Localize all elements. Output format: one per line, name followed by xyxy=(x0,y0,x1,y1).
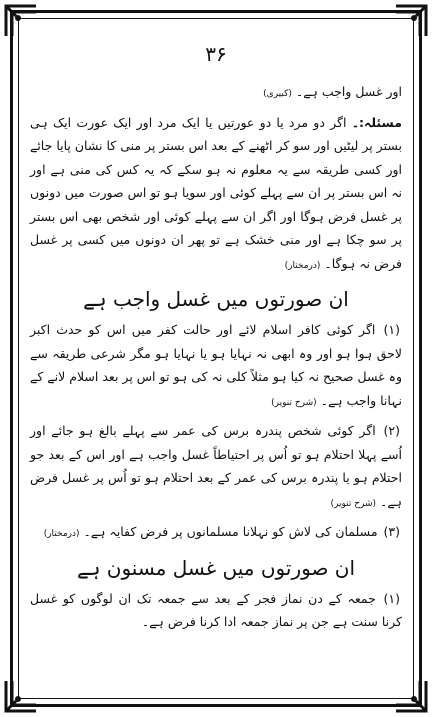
item-reference: (شرح تنویر) xyxy=(330,498,377,509)
section2-item-1 xyxy=(30,587,402,634)
item-number: (۲) xyxy=(383,423,400,438)
corner-ornament-top-left xyxy=(4,4,38,38)
corner-ornament-top-right xyxy=(394,4,428,38)
section1-item-2 xyxy=(30,419,402,516)
intro-paragraph xyxy=(30,80,402,107)
item-number: (۳) xyxy=(383,524,400,539)
item-text: اگر کوئی کافر اسلام لائے اور حالت کفر میں اس کو حدث اکبر لاحق ہوا ہو اور وہ ابھی نہ نہایا ہو یا نہایا ہو مگر شرعی طریقہ سے وہ غسل صحیح نہ کیا ہو مثلاً کلی نہ کی ہو تو اس پر بعد اسلام لانے کے نہانا واجب ہے۔ xyxy=(30,322,402,408)
item-reference: (درمختار) xyxy=(43,529,80,539)
corner-ornament-bottom-right xyxy=(394,679,428,713)
section2-heading: ان صورتوں میں غسل مسنون ہے xyxy=(76,555,356,580)
item-text: مسلمان کی لاش کو نہلانا مسلمانوں پر فرض کفایہ ہے۔ xyxy=(83,524,378,539)
intro-reference: (کبیری) xyxy=(263,89,292,99)
intro-text: اور غسل واجب ہے۔ xyxy=(295,84,402,99)
masla-reference: (درمختار) xyxy=(284,260,321,271)
item-text: جمعہ کے دن نماز فجر کے بعد سے جمعہ تک ان لوگوں کو غسل کرنا سنت ہے جن پر نماز جمعہ ادا کرنا فرض ہے۔ xyxy=(30,590,402,629)
item-number: (۱) xyxy=(383,322,400,337)
masla-label: مسئلہ:۔ xyxy=(351,114,402,130)
page-number: ۳۶ xyxy=(205,42,227,66)
item-text: اگر کوئی شخص پندرہ برس کی عمر سے پہلے بالغ ہو جائے اور اُسے پہلا احتلام ہو تو اُس پر احتیاطاً غسل واجب ہے اور اس کے بعد جو احتلام ہو یا پندرہ برس کی عمر کے بعد احتلام ہو تو اُس پر غسل فرض ہے۔ xyxy=(30,423,402,509)
masla-paragraph xyxy=(30,111,402,279)
page-content xyxy=(30,80,402,638)
masla-text: اگر دو مرد یا دو عورتیں یا ایک مرد اور ایک عورت ایک ہی بستر پر لیٹیں اور سو کر اٹھنے کے بعد اس بستر پر منی کا نشان پایا جائے اور کسی طریقہ سے یہ معلوم نہ ہو سکے کہ یہ کس کی منی ہے اور نہ اس بستر پر ان سے پہلے کوئی اور سویا ہو تو اس صورت میں دونوں پر غسل فرض ہوگا اور اگر ان سے پہلے کوئی اور شخص بھی اس بستر پر سو چکا ہے اور منی خشک ہے تو پھر ان دونوں میں کسی پر غسل فرض نہ ہوگا۔ xyxy=(30,114,402,271)
section1-heading: ان صورتوں میں غسل واجب ہے xyxy=(83,287,349,311)
item-reference: (شرح تنویر) xyxy=(271,397,317,408)
section1-item-3 xyxy=(30,520,402,547)
item-number: (۱) xyxy=(383,590,400,606)
section1-item-1 xyxy=(30,318,402,415)
corner-ornament-bottom-left xyxy=(4,679,38,713)
